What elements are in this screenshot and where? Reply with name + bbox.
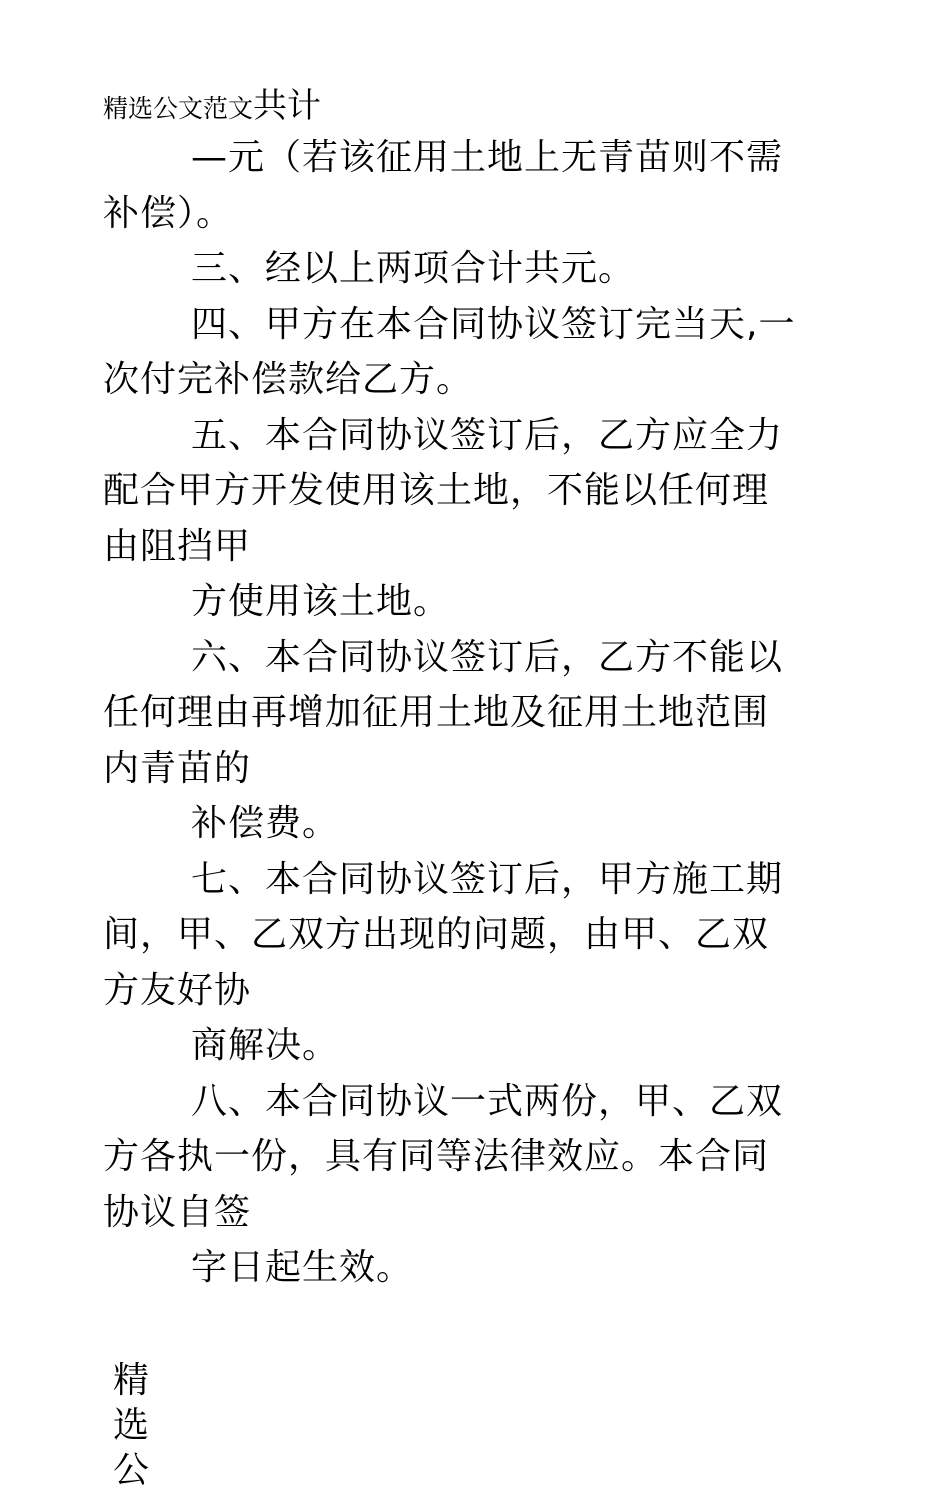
para-7-line-2: 方各执一份，具有同等法律效应。本合同 (103, 1136, 770, 1177)
para-6-line-4: 商解决。 (191, 1025, 340, 1066)
footer-char-2: 选 (113, 1405, 150, 1446)
para-6-line-2: 间，甲、乙双方出现的问题，由甲、乙双 (103, 914, 770, 955)
para-7-line-1: 八、本合同协议一式两份，甲、乙双 (191, 1080, 784, 1122)
para-6-line-3: 方友好协 (103, 969, 252, 1011)
para-7-line-3: 协议自签 (103, 1191, 252, 1233)
header-label: 精选公文范文 (103, 94, 254, 123)
para-7-line-4: 字日起生效。 (191, 1247, 414, 1288)
footer-char-1: 精 (113, 1360, 150, 1401)
page-header (103, 82, 853, 130)
para-2: 三、经以上两项合计共元。 (191, 248, 636, 289)
para-5-line-3: 内青苗的 (103, 747, 252, 789)
para-4-line-2: 配合甲方开发使用该土地，不能以任何理 (103, 470, 770, 511)
para-1-line-1: —元（若该征用土地上无青苗则不需 (191, 137, 784, 178)
para-5-line-1: 六、本合同协议签订后，乙方不能以 (191, 636, 784, 678)
para-4-line-3: 由阻挡甲 (103, 525, 252, 567)
para-5-line-2: 任何理由再增加征用土地及征用土地范围 (103, 692, 770, 733)
para-1-line-2: 补偿）。 (103, 192, 234, 234)
para-4-line-4: 方使用该土地。 (191, 581, 451, 622)
document-page (103, 82, 853, 1296)
para-4-line-1: 五、本合同协议签订后，乙方应全力 (191, 414, 784, 456)
header-total-label: 共计 (253, 86, 322, 126)
vertical-footer-text (113, 1358, 157, 1493)
para-3-line-2: 次付完补偿款给乙方。 (103, 359, 474, 400)
para-3-line-1: 四、甲方在本合同协议签订完当天,一 (191, 303, 796, 345)
para-5-line-4: 补偿费。 (191, 803, 340, 844)
footer-char-3: 公 (113, 1450, 150, 1491)
para-6-line-1: 七、本合同协议签订后，甲方施工期 (191, 858, 784, 900)
